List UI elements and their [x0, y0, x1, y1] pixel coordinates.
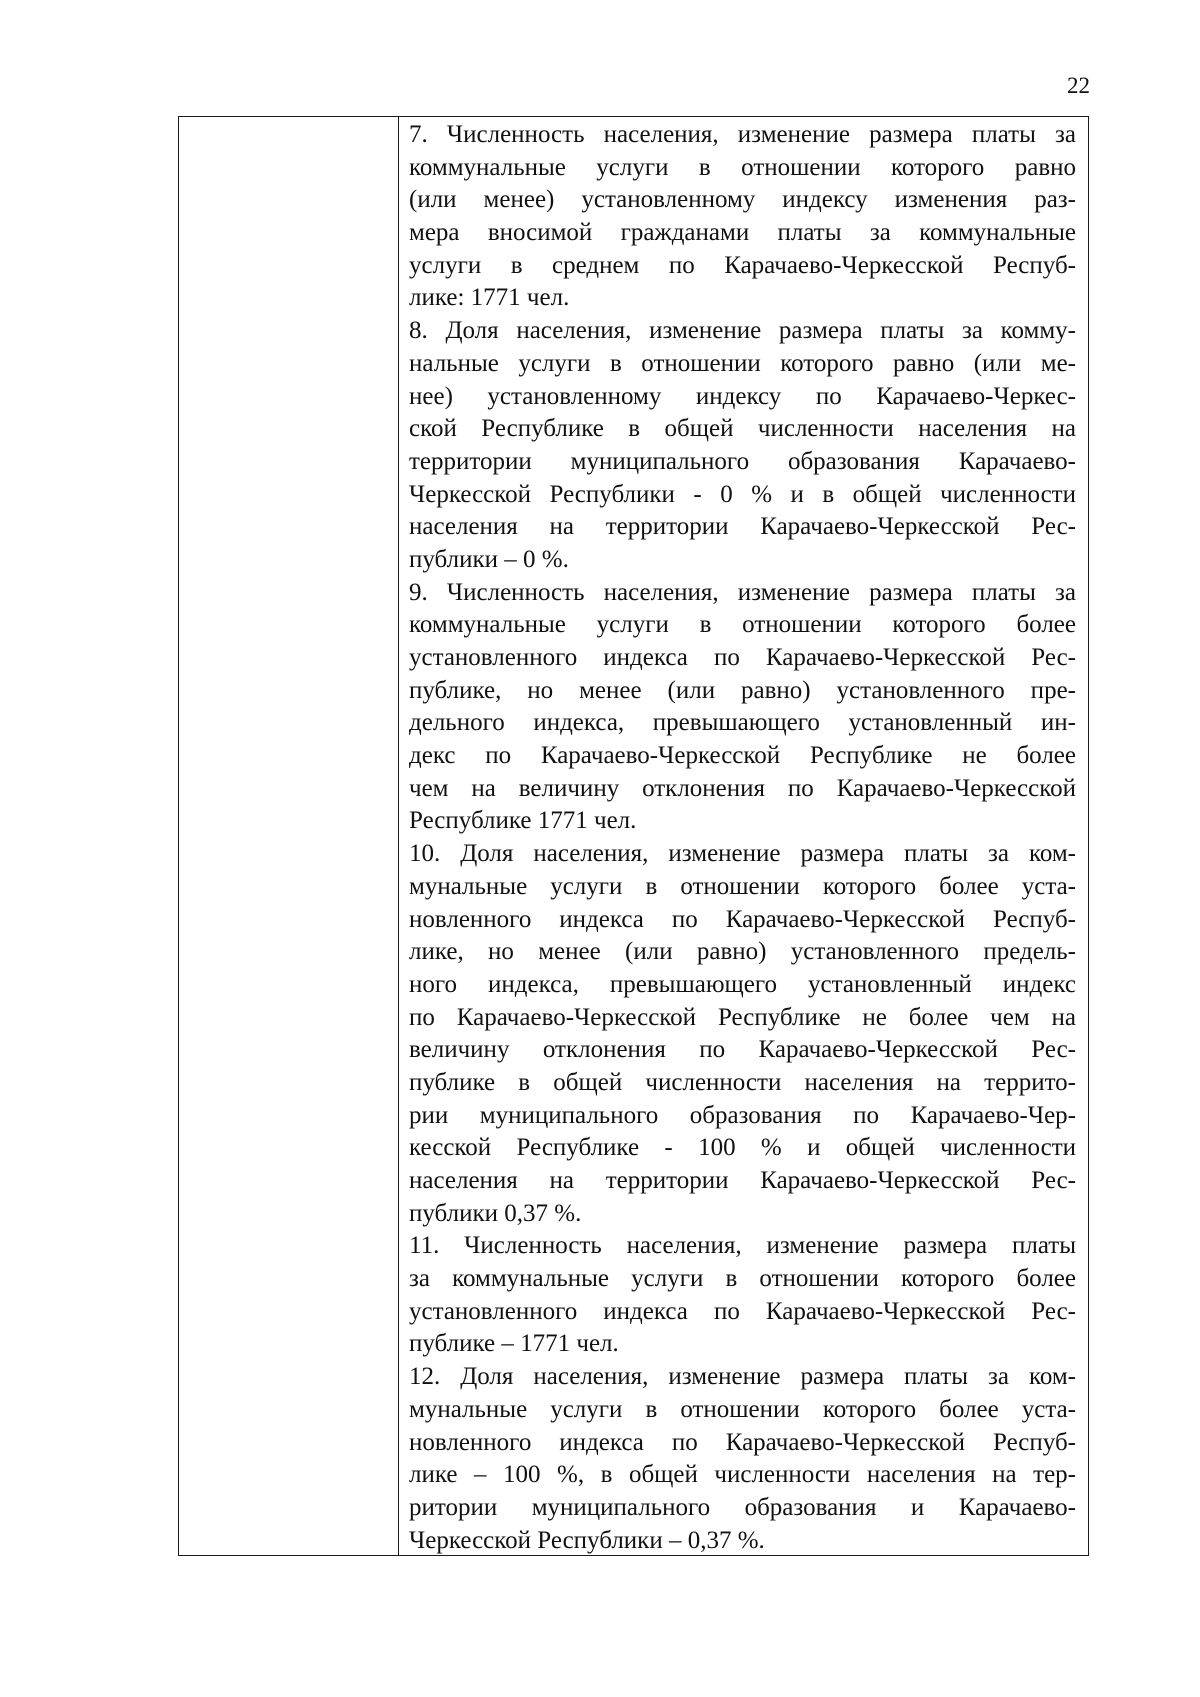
text-line: коммунальные услуги в отношении которого равно — [409, 153, 1076, 181]
text-line: новленного индекса по Карачаево-Черкесской Респуб- — [409, 1428, 1076, 1456]
text-line: установленного индекса по Карачаево-Черкесской Рес- — [409, 1297, 1076, 1325]
indicator-paragraph — [409, 119, 1076, 315]
text-line: территории муниципального образования Карачаево- — [409, 447, 1076, 475]
text-line: декс по Карачаево-Черкесской Республике не более — [409, 742, 1076, 770]
text-line: Республике 1771 чел. — [409, 807, 637, 835]
text-line: нее) установленному индексу по Карачаево-Черкес- — [409, 382, 1076, 410]
text-line: чем на величину отклонения по Карачаево-Черкесской — [409, 774, 1076, 802]
table-left-cell — [179, 117, 399, 1555]
indicator-paragraph — [409, 1230, 1076, 1361]
text-line: 7. Численность населения, изменение размера платы за — [409, 121, 1076, 148]
text-line: рии муниципального образования по Карачаево-Чер- — [409, 1101, 1076, 1129]
text-line: мунальные услуги в отношении которого более уста- — [409, 1395, 1076, 1423]
table-right-cell — [399, 117, 1088, 1555]
indicator-paragraph — [409, 838, 1076, 1230]
text-line: величину отклонения по Карачаево-Черкесской Рес- — [409, 1036, 1076, 1064]
text-line: установленного индекса по Карачаево-Черкесской Рес- — [409, 644, 1076, 671]
text-line: ритории муниципального образования и Карачаево- — [409, 1493, 1076, 1521]
text-line: Черкесской Республики - 0 % и в общей численности — [409, 480, 1076, 508]
text-line: кесской Республике - 100 % и общей численности — [409, 1134, 1076, 1162]
text-line: лике – 100 %, в общей численности населения на тер- — [409, 1461, 1076, 1489]
text-line: (или менее) установленному индексу изменения раз- — [409, 186, 1076, 214]
text-line: 9. Численность населения, изменение размера платы за — [409, 578, 1076, 606]
text-line: населения на территории Карачаево-Черкесской Рес- — [409, 1167, 1076, 1194]
page-number: 22 — [1067, 73, 1090, 98]
indicator-paragraph — [409, 577, 1076, 839]
text-line: мунальные услуги в отношении которого более уста- — [409, 872, 1076, 900]
text-line: 11. Численность населения, изменение размера платы — [409, 1232, 1076, 1260]
document-table — [178, 116, 1089, 1556]
text-line: новленного индекса по Карачаево-Черкесской Респуб- — [409, 905, 1076, 933]
text-line: ской Республике в общей численности населения на — [409, 415, 1076, 443]
indicator-paragraph — [409, 1361, 1076, 1557]
text-line: 10. Доля населения, изменение размера платы за ком- — [409, 840, 1076, 868]
text-line: нальные услуги в отношении которого равно (или ме- — [409, 349, 1076, 377]
indicator-paragraph — [409, 315, 1076, 577]
text-line: лике, но менее (или равно) установленного предель- — [409, 938, 1076, 966]
text-line: лике: 1771 чел. — [409, 284, 570, 312]
text-line: Черкесской Республики – 0,37 %. — [409, 1526, 765, 1554]
text-line: дельного индекса, превышающего установленный ин- — [409, 709, 1076, 737]
text-line: услуги в среднем по Карачаево-Черкесской Респуб- — [409, 251, 1076, 279]
text-line: публике, но менее (или равно) установленного пре- — [409, 676, 1076, 704]
text-line: за коммунальные услуги в отношении которого более — [409, 1265, 1076, 1293]
text-line: публике – 1771 чел. — [409, 1330, 619, 1358]
text-line: публики 0,37 %. — [409, 1199, 582, 1227]
text-line: по Карачаево-Черкесской Республике не более чем на — [409, 1003, 1076, 1031]
text-line: коммунальные услуги в отношении которого более — [409, 611, 1076, 639]
text-line: мера вносимой гражданами платы за коммунальные — [409, 219, 1076, 247]
text-line: ного индекса, превышающего установленный индекс — [409, 970, 1076, 998]
text-line: населения на территории Карачаево-Черкесской Рес- — [409, 513, 1076, 541]
text-line: 12. Доля населения, изменение размера платы за ком- — [409, 1363, 1076, 1391]
text-line: публики – 0 %. — [409, 545, 569, 573]
text-line: публике в общей численности населения на террито- — [409, 1068, 1076, 1096]
text-line: 8. Доля населения, изменение размера платы за комму- — [409, 317, 1076, 345]
